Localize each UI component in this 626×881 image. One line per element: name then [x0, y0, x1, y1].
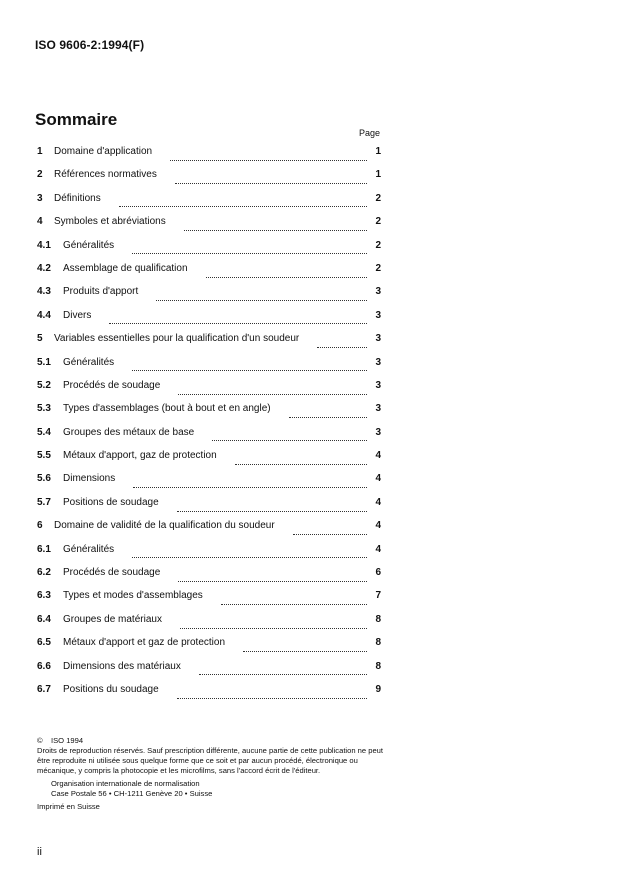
toc-entry-number: 2 [37, 169, 43, 181]
toc-entry-number: 6.3 [37, 590, 51, 602]
toc-entry-page: 3 [375, 356, 381, 368]
toc-entry-number: 5 [37, 333, 43, 345]
toc-dot-leader [221, 603, 367, 605]
toc-dot-leader [177, 510, 367, 512]
toc-entry[interactable] [37, 450, 381, 473]
toc-entry-number: 6 [37, 520, 43, 532]
toc-dot-leader [132, 556, 367, 558]
toc-dot-leader [243, 650, 367, 652]
toc-entry-title: Variables essentielles pour la qualification d'un soudeur [54, 333, 300, 345]
toc-dot-leader [156, 299, 367, 301]
toc-dot-leader [119, 205, 367, 207]
toc-entry[interactable] [37, 614, 381, 637]
toc-entry-title: Procédés de soudage [63, 567, 161, 579]
toc-entry-title: Types et modes d'assemblages [63, 590, 203, 602]
toc-entry[interactable] [37, 427, 381, 450]
toc-entry[interactable] [37, 380, 381, 403]
toc-entry[interactable] [37, 661, 381, 684]
toc-entry[interactable] [37, 169, 381, 192]
toc-entry-page: 4 [375, 543, 381, 555]
page-column-label: Page [358, 128, 380, 138]
toc-entry[interactable] [37, 497, 381, 520]
toc-entry-page: 2 [375, 216, 381, 228]
toc-entry-number: 4.1 [37, 239, 51, 251]
toc-entry-number: 5.1 [37, 356, 51, 368]
toc-dot-leader [109, 322, 367, 324]
toc-entry-number: 5.3 [37, 403, 51, 415]
toc-entry-page: 9 [375, 683, 381, 695]
toc-entry-title: Assemblage de qualification [63, 262, 188, 274]
toc-entry[interactable] [37, 286, 381, 309]
toc-entry-title: Groupes de matériaux [63, 613, 162, 625]
toc-entry-title: Métaux d'apport et gaz de protection [63, 637, 226, 649]
toc-entry-title: Généralités [63, 239, 115, 251]
toc-entry[interactable] [37, 637, 381, 660]
toc-entry-page: 4 [375, 496, 381, 508]
toc-entry-number: 4.2 [37, 262, 51, 274]
copyright-symbol: © [37, 736, 43, 745]
toc-entry[interactable] [37, 684, 381, 707]
toc-entry-page: 8 [375, 660, 381, 672]
toc-entry[interactable] [37, 216, 381, 239]
toc-entry-page: 3 [375, 403, 381, 415]
toc-entry-number: 4.3 [37, 286, 51, 298]
toc-entry-title: Dimensions des matériaux [63, 660, 181, 672]
toc-dot-leader [206, 276, 367, 278]
toc-entry-page: 8 [375, 613, 381, 625]
toc-entry-page: 1 [375, 169, 381, 181]
toc-entry-number: 5.5 [37, 450, 51, 462]
toc-entry-title: Dimensions [63, 473, 116, 485]
toc-entry-title: Symboles et abréviations [54, 216, 166, 228]
toc-dot-leader [132, 369, 367, 371]
toc-entry[interactable] [37, 193, 381, 216]
toc-entry-title: Définitions [54, 192, 101, 204]
toc-entry-number: 5.7 [37, 496, 51, 508]
toc-entry-title: Domaine d'application [54, 146, 153, 157]
publisher-address: Case Postale 56 • CH-1211 Genève 20 • Suisse [51, 789, 213, 798]
toc-entry-number: 6.2 [37, 567, 51, 579]
toc-entry[interactable] [37, 263, 381, 286]
toc-entry-number: 6.4 [37, 613, 51, 625]
toc-dot-leader [170, 159, 367, 161]
toc-entry-page: 3 [375, 379, 381, 391]
toc-dot-leader [180, 627, 367, 629]
toc-entry-page: 1 [375, 146, 381, 157]
table-of-contents [37, 146, 381, 707]
toc-dot-leader [235, 463, 367, 465]
toc-entry-page: 3 [375, 286, 381, 298]
toc-dot-leader [289, 416, 367, 418]
toc-dot-leader [133, 486, 367, 488]
toc-entry-number: 4 [37, 216, 43, 228]
toc-entry-number: 6.1 [37, 543, 51, 555]
toc-entry[interactable] [37, 473, 381, 496]
toc-entry-number: 6.7 [37, 683, 51, 695]
toc-entry[interactable] [37, 544, 381, 567]
toc-entry-title: Généralités [63, 543, 115, 555]
toc-entry-page: 4 [375, 450, 381, 462]
toc-entry[interactable] [37, 333, 381, 356]
toc-entry[interactable] [37, 146, 381, 169]
toc-entry[interactable] [37, 520, 381, 543]
toc-entry-page: 2 [375, 262, 381, 274]
copyright-year: ISO 1994 [51, 736, 84, 745]
toc-entry-page: 4 [375, 520, 381, 532]
toc-dot-leader [199, 673, 367, 675]
toc-entry[interactable] [37, 567, 381, 590]
toc-entry-page: 2 [375, 239, 381, 251]
toc-entry-page: 3 [375, 426, 381, 438]
toc-dot-leader [293, 533, 367, 535]
toc-entry-title: Généralités [63, 356, 115, 368]
toc-entry-page: 8 [375, 637, 381, 649]
toc-entry-number: 6.6 [37, 660, 51, 672]
toc-entry-title: Domaine de validité de la qualification du soudeur [54, 520, 275, 532]
toc-dot-leader [175, 182, 367, 184]
toc-dot-leader [177, 697, 367, 699]
toc-entry-number: 5.2 [37, 379, 51, 391]
toc-entry-title: Positions du soudage [63, 683, 159, 695]
toc-dot-leader [178, 393, 367, 395]
toc-entry-title: Divers [63, 309, 92, 321]
toc-entry-title: Produits d'apport [63, 286, 139, 298]
copyright-notice: Droits de reproduction réservés. Sauf prescription différente, aucune partie de cette publication ne peut être reproduite ni utilisée sous quelque forme que ce soit et par aucun procédé, électronique ou mécanique, y compris la photocopie et les microfilms, sans l'accord écrit de l'éditeur. [37, 746, 384, 775]
document-header: ISO 9606-2:1994(F) [35, 38, 145, 52]
toc-entry-page: 6 [375, 567, 381, 579]
toc-entry-page: 7 [375, 590, 381, 602]
publisher-name: Organisation internationale de normalisation [51, 779, 200, 788]
copyright-block [37, 736, 383, 812]
toc-entry-title: Références normatives [54, 169, 157, 181]
toc-entry[interactable] [37, 310, 381, 333]
toc-entry-number: 3 [37, 192, 43, 204]
toc-entry-page: 4 [375, 473, 381, 485]
toc-entry-page: 3 [375, 309, 381, 321]
toc-entry[interactable] [37, 240, 381, 263]
page-title: Sommaire [35, 110, 118, 129]
toc-entry-number: 5.6 [37, 473, 51, 485]
toc-entry-title: Types d'assemblages (bout à bout et en angle) [63, 403, 271, 415]
toc-entry-title: Positions de soudage [63, 496, 159, 508]
toc-entry-page: 3 [375, 333, 381, 345]
toc-dot-leader [132, 252, 367, 254]
toc-dot-leader [212, 439, 367, 441]
copyright-line [37, 736, 383, 746]
page-number: ii [37, 846, 42, 858]
toc-entry-number: 1 [37, 146, 43, 157]
toc-entry[interactable] [37, 590, 381, 613]
printed-in: Imprimé en Suisse [37, 802, 100, 811]
toc-dot-leader [317, 346, 367, 348]
toc-entry[interactable] [37, 357, 381, 380]
toc-entry-number: 5.4 [37, 426, 51, 438]
toc-entry-page: 2 [375, 192, 381, 204]
toc-entry-title: Métaux d'apport, gaz de protection [63, 450, 217, 462]
toc-entry-title: Procédés de soudage [63, 379, 161, 391]
toc-entry-number: 4.4 [37, 309, 51, 321]
toc-entry[interactable] [37, 403, 381, 426]
toc-entry-title: Groupes des métaux de base [63, 426, 195, 438]
toc-dot-leader [178, 580, 367, 582]
toc-entry-number: 6.5 [37, 637, 51, 649]
toc-dot-leader [184, 229, 367, 231]
